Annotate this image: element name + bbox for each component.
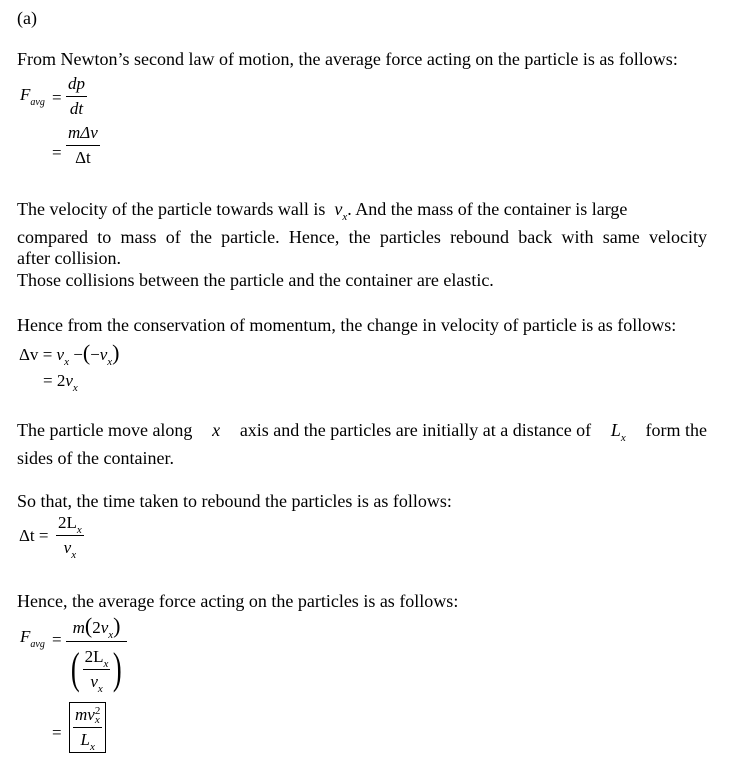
equals: =: [52, 723, 62, 742]
delta-v-result: = $2v_x$: [43, 371, 78, 394]
f-avg-symbol: $F_{avg}$: [20, 627, 45, 650]
force-fraction: $m(2v_x)$ ( $\frac{2L_x}{v_x}$ ): [66, 613, 127, 694]
force-intro: Hence, the average force acting on the particles is as follows:: [17, 591, 459, 611]
delta-v-equation: $\Delta v = v_x -(-v_x)$: [19, 340, 120, 368]
left-paren: (: [70, 644, 80, 693]
delta-t-symbol: Δt =: [19, 526, 49, 545]
equals: =: [52, 143, 62, 162]
newton-intro: From Newton’s second law of motion, the average force acting on the particle is as follows:: [17, 49, 678, 69]
elastic-statement: Those collisions between the particle and the container are elastic.: [17, 270, 494, 290]
inner-fraction: $\frac{2L_x}{v_x}$: [84, 646, 109, 695]
fraction-mdv-dt: mΔv Δt: [68, 123, 98, 167]
equals: =: [52, 630, 62, 649]
momentum-intro: Hence from the conservation of momentum, the change in velocity of particle is as follows:: [17, 315, 677, 335]
velocity-line-2: compared to mass of the particle. Hence, the particles rebound back with same velocity: [17, 227, 707, 247]
distance-line-1: The particle move along x axis and the particles are initially at a distance of $L_x$ form the: [17, 420, 707, 444]
equals: =: [52, 88, 62, 107]
velocity-line-1: The velocity of the particle towards wall is $v_x$. And the mass of the container is large: [17, 199, 628, 223]
fraction-2lx-vx: $2L_x$ $v_x$: [58, 513, 82, 561]
time-intro: So that, the time taken to rebound the particles is as follows:: [17, 491, 452, 511]
f-avg-symbol: $F_{avg}$: [20, 85, 45, 108]
right-paren: ): [113, 644, 123, 693]
part-label: (a): [17, 8, 37, 28]
result-box: [69, 702, 106, 753]
result-fraction: mv 2 x $L_x$: [75, 705, 101, 754]
velocity-line-3: after collision.: [17, 248, 121, 268]
fraction-dp-dt: dp dt: [68, 74, 85, 118]
distance-line-2: sides of the container.: [17, 448, 174, 468]
